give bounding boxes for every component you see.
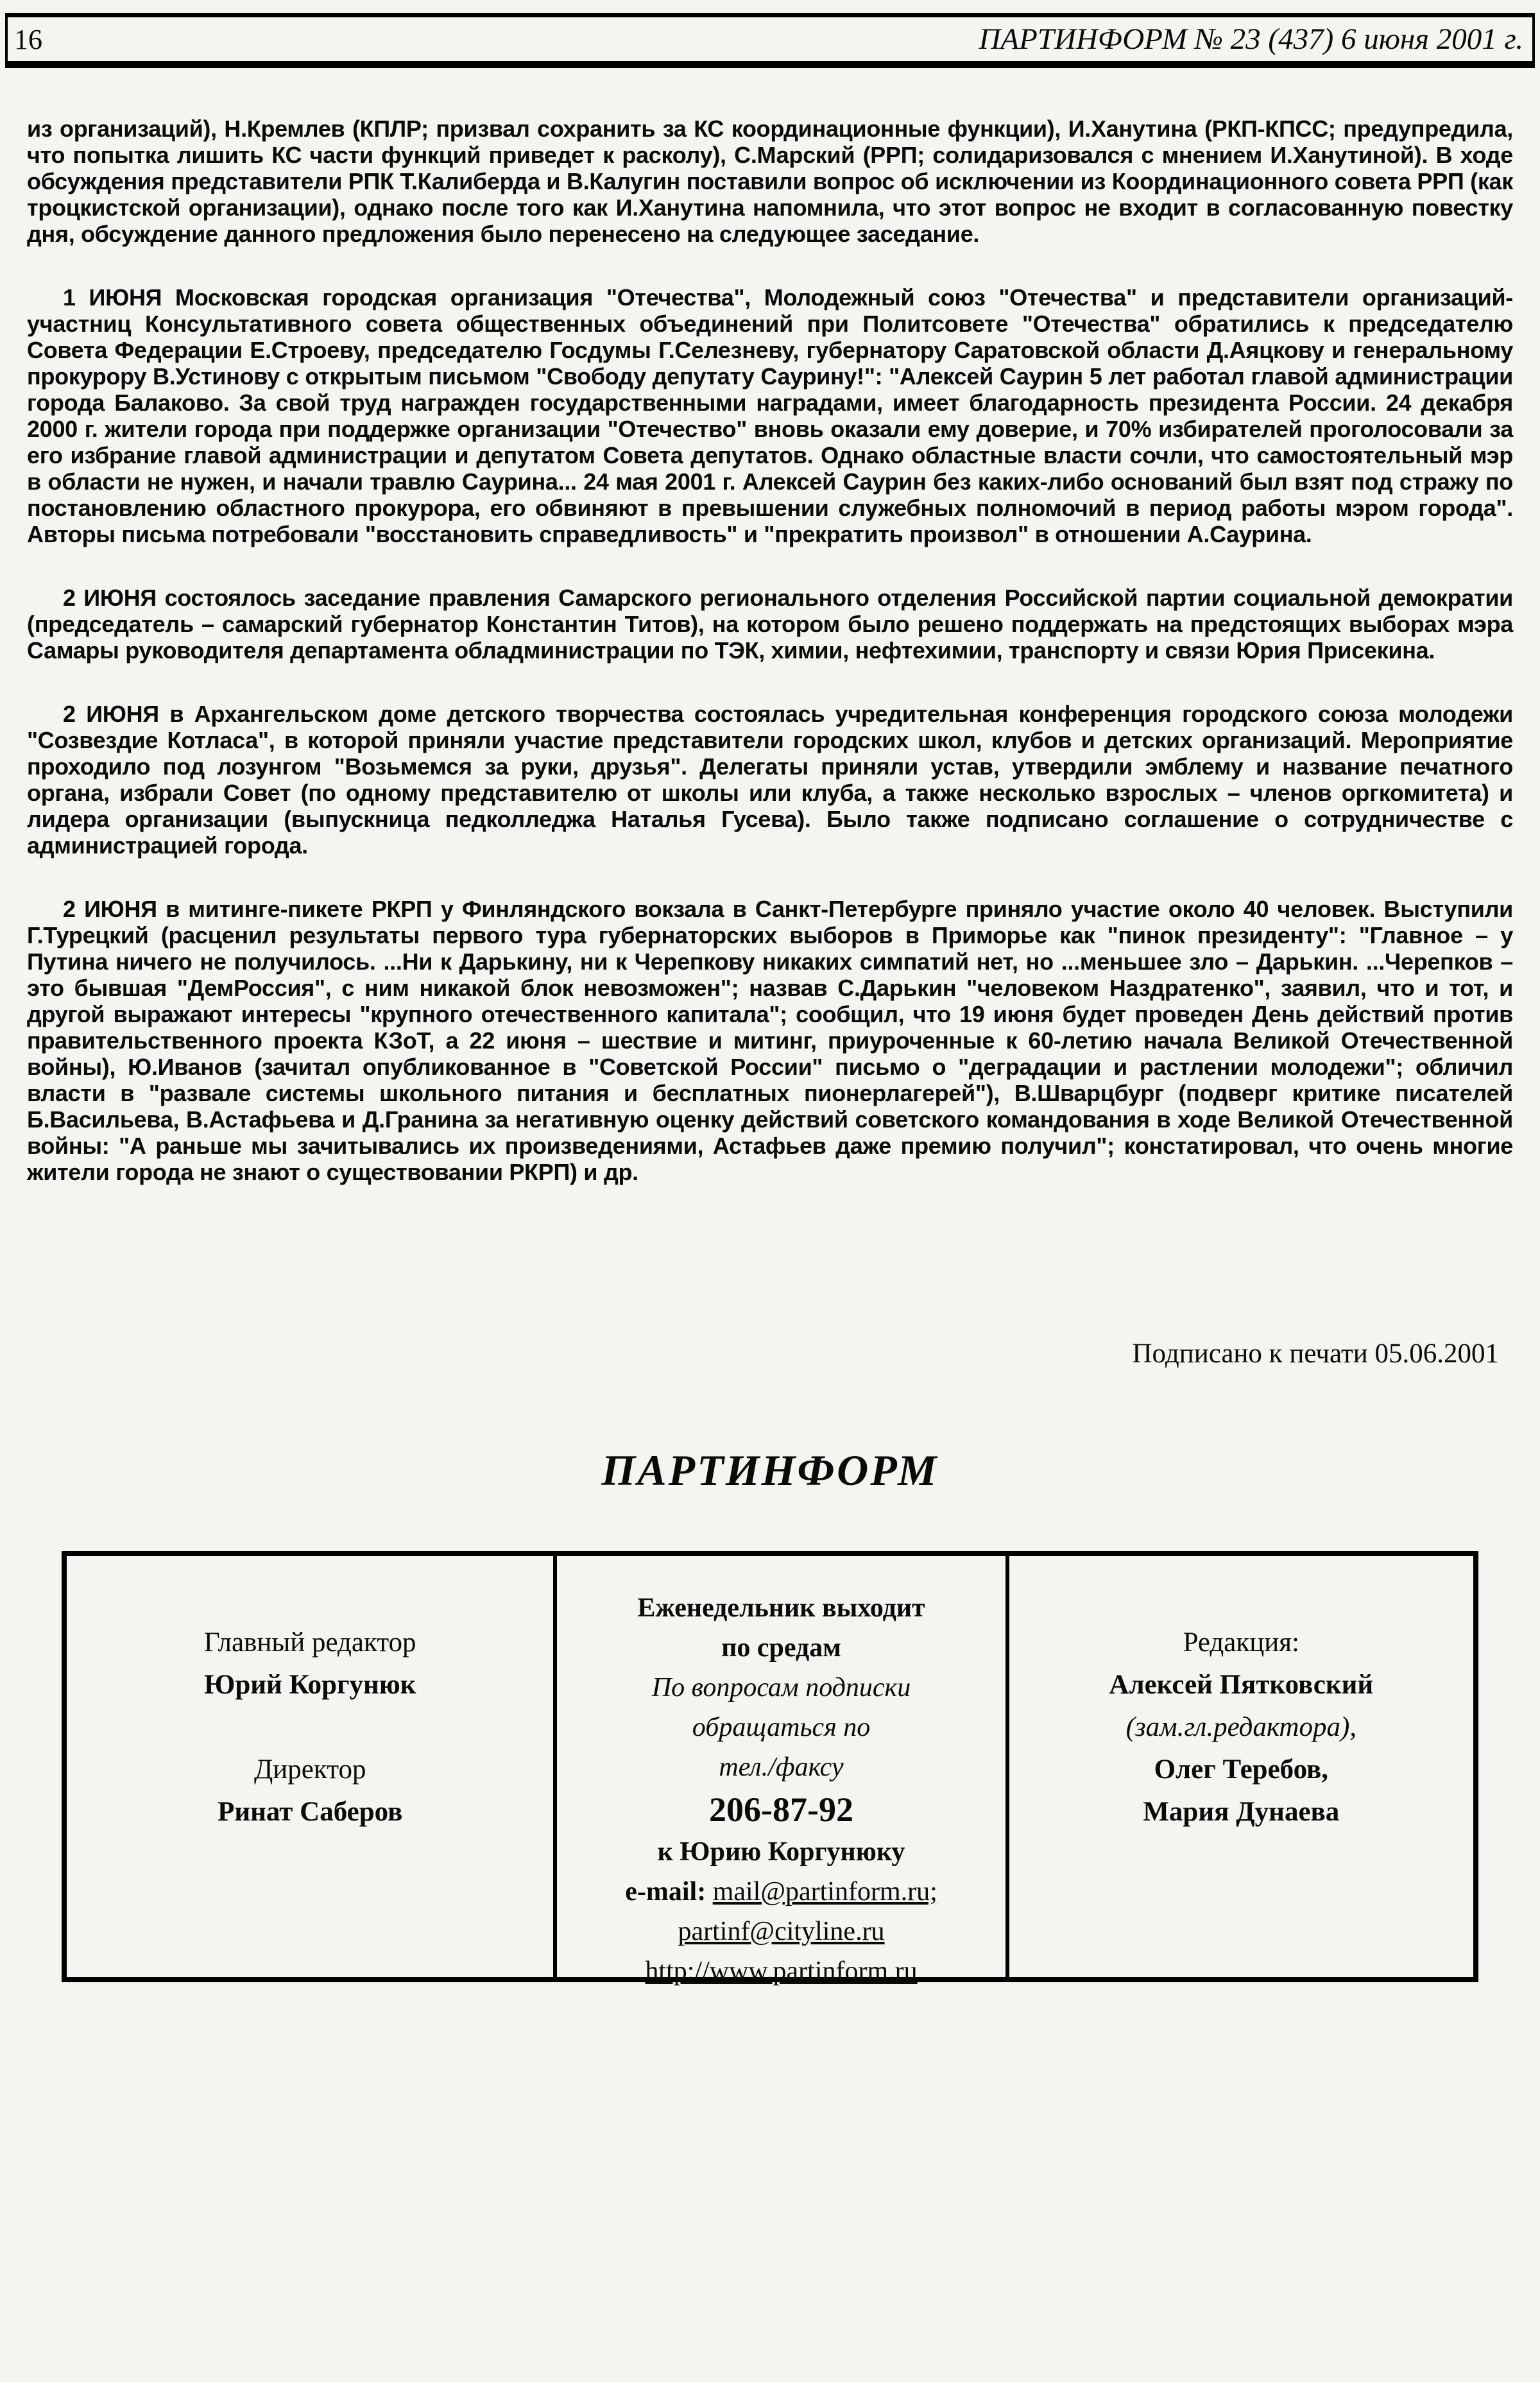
director-name: Ринат Саберов [218, 1797, 403, 1827]
page-number: 16 [14, 23, 42, 55]
subscription-line-3: тел./факсу [719, 1752, 844, 1782]
chief-editor-name: Юрий Коргунюк [203, 1670, 416, 1700]
editorial-title: Редакция: [1183, 1627, 1300, 1658]
imprint-box [62, 1551, 1478, 1986]
editor-name-terebov: Олег Теребов, [1154, 1754, 1328, 1785]
body-paragraph-june2-samara: 2 ИЮНЯ состоялось заседание правления Самарского регионального отделения Российской партии социальной демократии (председатель – самарский губернатор Константин Титов), на котором было решено поддержать на предстоящих выборах мэра Самары руководителя департамента обладминистрации по ТЭК, химии, нефтехимии, транспорту и связи Юрия Присекина. [27, 585, 1513, 664]
editor-name-dunaeva: Мария Дунаева [1143, 1797, 1340, 1827]
email-link-cityline[interactable]: partinf@cityline.ru [678, 1917, 885, 1946]
deputy-editor-name: Алексей Пятковский [1109, 1670, 1374, 1700]
spacer [67, 1706, 553, 1749]
website-link[interactable]: http://www.partinform.ru [645, 1957, 918, 1986]
schedule-line-1: Еженедельник выходит [637, 1593, 925, 1623]
running-header [5, 13, 1535, 68]
schedule-line-2: по средам [721, 1633, 841, 1663]
issue-title: ПАРТИНФОРМ № 23 (437) 6 июня 2001 г. [979, 22, 1523, 56]
chief-editor-role: Главный редактор [203, 1627, 416, 1658]
body-paragraph-june1: 1 ИЮНЯ Московская городская организация "Отечества", Молодежный союз "Отечества" и представители организаций-участниц Консультативного совета общественных объединений при Политсовете "Отечества" обратились к председателю Совета Федерации Е.Строеву, председателю Госдумы Г.Селезневу, губернатору Саратовской области Д.Аяцкову и генеральному прокурору В.Устинову с открытым письмом "Свободу депутату Саурину!": "Алексей Саурин 5 лет работал главой администрации города Балаково. За свой труд награжден государственными наградами, имеет благодарность президента России. 24 декабря 2000 г. жители города при поддержке организации "Отечество" вновь оказали ему доверие, и 70% избирателей проголосовали за его избрание главой администрации и депутатом Совета депутатов. Однако областные власти сочли, что самостоятельный мэр в области не нужен, и начали травлю Саурина... 24 мая 2001 г. Алексей Саурин без каких-либо оснований был взят под стражу по постановлению областного прокурора, его обвиняют в превышении служебных полномочий в период работы мэром города". Авторы письма потребовали "восстановить справедливость" и "прекратить произвол" в отношении А.Саурина. [27, 284, 1513, 547]
body-paragraph-june2-arkhangelsk: 2 ИЮНЯ в Архангельском доме детского творчества состоялась учредительная конференция городского союза молодежи "Созвездие Котласа", в которой приняли участие представители городских школ, клубов и детских организаций. Мероприятие проходило под лозунгом "Возьмемся за руки, друзья". Делегаты приняли устав, утвердили эмблему и название печатного органа, избрали Совет (по одному представителю от школы или клуба, а также несколько взрослых – членов оргкомитета) и лидера организации (выпускница педколледжа Наталья Гусева). Было также подписано соглашение о сотрудничестве с администрацией города. [27, 701, 1513, 859]
director-role: Директор [253, 1754, 366, 1785]
masthead-title: ПАРТИНФОРМ [601, 1446, 939, 1495]
imprint-contact-column [553, 1556, 1009, 1986]
email-link-partinform[interactable]: mail@partinform.ru; [712, 1877, 937, 1906]
contact-person: к Юрию Коргунюку [657, 1837, 905, 1867]
email-line [557, 1872, 1005, 1912]
phone-number: 206-87-92 [709, 1790, 853, 1829]
print-signoff: Подписано к печати 05.06.2001 [1132, 1339, 1499, 1369]
article-body [27, 116, 1513, 1185]
subscription-line-1: По вопросам подписки [651, 1673, 911, 1702]
body-paragraph-continuation: из организаций), Н.Кремлев (КПЛР; призвал сохранить за КС координационные функции), И.Ханутина (РКП-КПСС; предупредила, что попытка лишить КС части функций приведет к расколу), С.Марский (РРП; солидаризовался с мнением И.Ханутиной). В ходе обсуждения представители РПК Т.Калиберда и В.Калугин поставили вопрос об исключении из Координационного совета РРП (как троцкистской организации), однако после того как И.Ханутина напомнила, что этот вопрос не входит в согласованную повестку дня, обсуждение данного предложения было перенесено на следующее заседание. [27, 116, 1513, 247]
imprint-staff-column [67, 1556, 553, 1977]
deputy-editor-note: (зам.гл.редактора), [1125, 1712, 1357, 1742]
email-label: e-mail: [625, 1877, 713, 1906]
body-paragraph-june2-rkrp: 2 ИЮНЯ в митинге-пикете РКРП у Финляндского вокзала в Санкт-Петербурге приняло участие около 40 человек. Выступили Г.Турецкий (расценил результаты первого тура губернаторских выборов в Приморье как "пинок президенту": "Главное – у Путина ничего не получилось. ...Ни к Дарькину, ни к Черепкову никаких симпатий нет, но ...меньшее зло – Дарькин. ...Черепков – это бывшая "ДемРоссия", с ним никакой блок невозможен"; назвав С.Дарькин "человеком Наздратенко", заявил, что и тот, и другой выражают интересы "крупного отечественного капитала"; сообщил, что 19 июня будет проведен День действий против правительственного проекта КЗоТ, а 22 июня – шествие и митинг, приуроченные к 60-летию начала Великой Отечественной войны), Ю.Иванов (зачитал опубликованное в "Советской России" письмо о "деградации и растлении молодежи"; обличил власти в "развале системы школьного питания и бесплатных пионерлагерей"), В.Шварцбург (подверг критике писателей Б.Васильева, В.Астафьева и Д.Гранина за негативную оценку действий советского командования в ходе Великой Отечественной войны: "А раньше мы зачитывались их произведениями, Астафьев даже премию получил"; констатировал, что очень многие жители города не знают о существовании РКРП) и др. [27, 896, 1513, 1185]
imprint-editorial-column [1009, 1556, 1473, 1977]
subscription-line-2: обращаться по [692, 1713, 871, 1742]
